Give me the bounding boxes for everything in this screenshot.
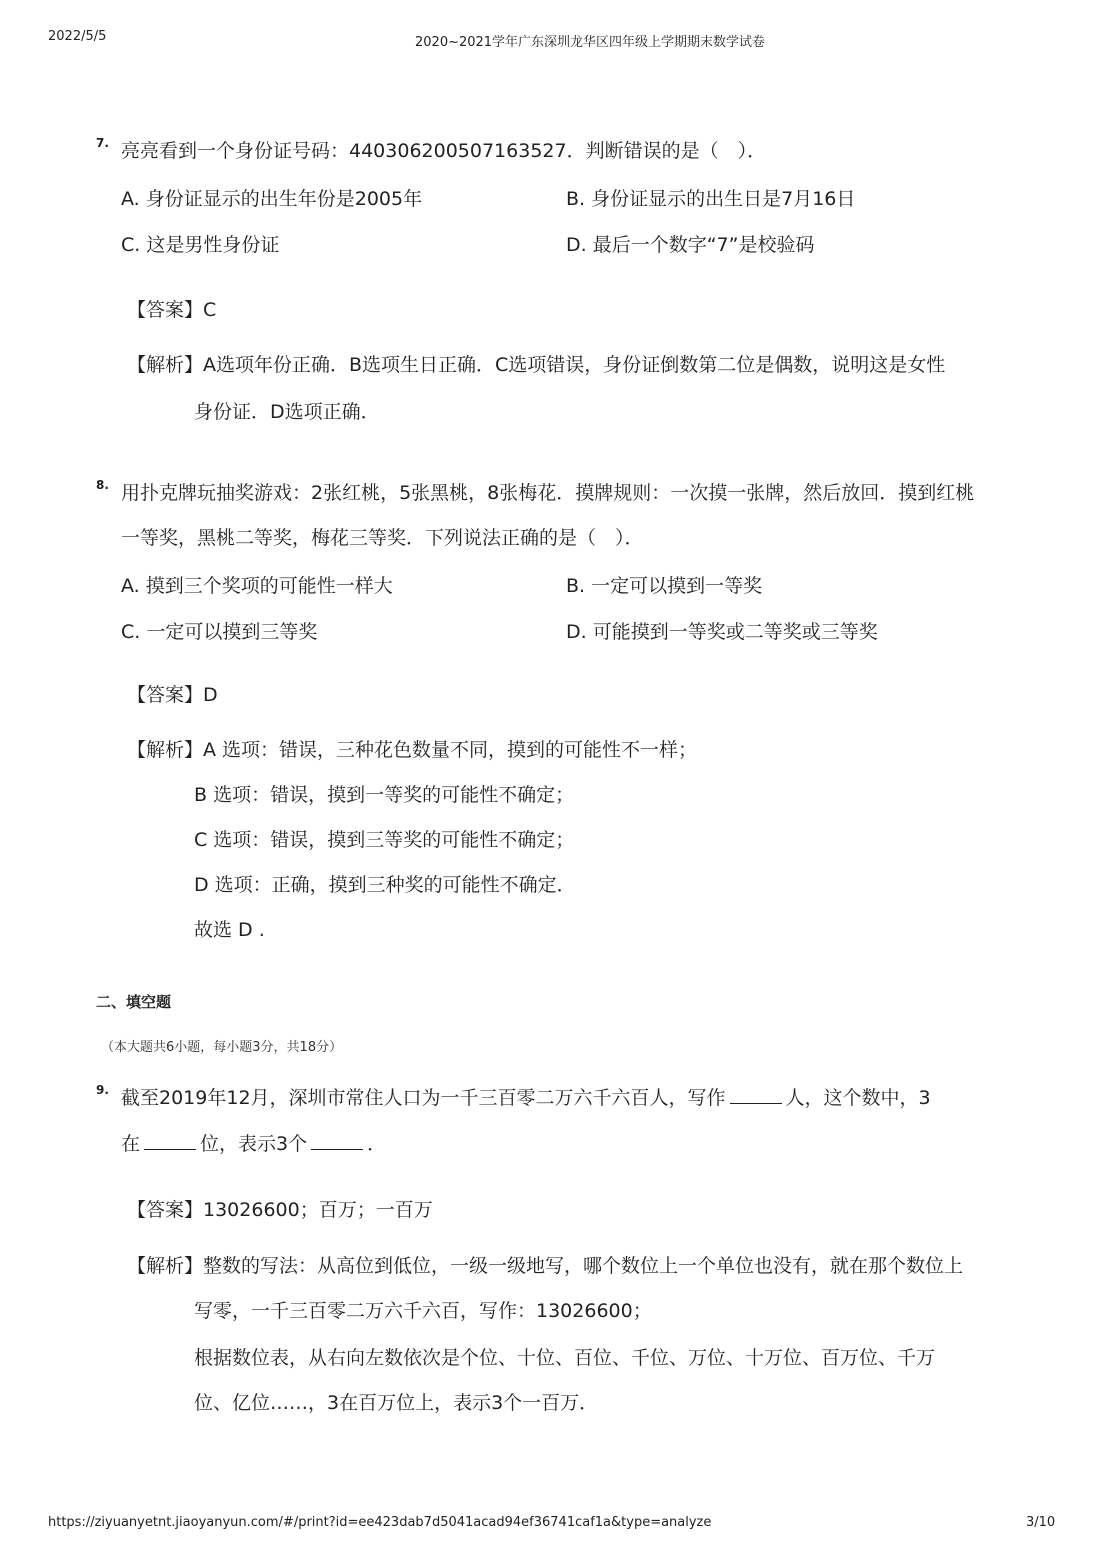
answer: 【答案】13026600；百万；一百万 [127,1199,433,1221]
analysis-line: 位、亿位……，3在百万位上，表示3个一百万． [194,1392,599,1414]
analysis-line: 【解析】A选项年份正确．B选项生日正确．C选项错误，身份证倒数第二位是偶数，说明这是女性 [127,354,946,376]
analysis-line: C 选项：错误，摸到三等奖的可能性不确定； [194,829,575,851]
analysis-line: B 选项：错误，摸到一等奖的可能性不确定； [194,784,575,806]
question-number: 8. [96,478,109,492]
question-stem [121,1131,386,1156]
answer-blank[interactable] [730,1085,782,1104]
question-number: 9. [96,1083,109,1097]
analysis-line: 身份证．D选项正确． [194,401,380,423]
stem-text: ． [367,1133,387,1155]
question-stem: 用扑克牌玩抽奖游戏：2张红桃，5张黑桃，8张梅花．摸牌规则：一次摸一张牌，然后放回．摸到红桃 [121,482,975,504]
analysis-line: 【解析】A 选项：错误，三种花色数量不同，摸到的可能性不一样； [127,739,698,761]
analysis-line: 故选 D . [194,919,265,941]
question-stem [121,1085,931,1110]
answer: 【答案】C [127,299,217,321]
analysis-line: 根据数位表，从右向左数依次是个位、十位、百位、千位、万位、十万位、百万位、千万 [194,1347,936,1369]
stem-text: 在 [121,1133,141,1155]
option-c: C. 这是男性身份证 [121,234,280,256]
option-b: B. 身份证显示的出生日是7月16日 [566,188,856,210]
stem-text: 截至2019年12月，深圳市常住人口为一千三百零二万六千六百人，写作 [121,1087,726,1109]
option-a: A. 摸到三个奖项的可能性一样大 [121,575,393,597]
stem-text: 位，表示3个 [200,1133,308,1155]
footer-url[interactable]: https://ziyuanyetnt.jiaoyanyun.com/#/print?id=ee423dab7d5041acad94ef36741caf1a&type=analyze [48,1515,712,1530]
option-c: C. 一定可以摸到三等奖 [121,621,318,643]
stem-text: 人，这个数中，3 [785,1087,931,1109]
question-stem: 亮亮看到一个身份证号码：440306200507163527．判断错误的是（ ）． [121,140,767,162]
header-date: 2022/5/5 [48,29,107,44]
option-d: D. 最后一个数字“7”是校验码 [566,234,815,256]
question-number: 7. [96,136,109,150]
question-stem: 一等奖，黑桃二等奖，梅花三等奖．下列说法正确的是（ ）． [121,527,644,549]
analysis-line: 【解析】整数的写法：从高位到低位，一级一级地写，哪个数位上一个单位也没有，就在那个数位上 [127,1255,964,1277]
option-a: A. 身份证显示的出生年份是2005年 [121,188,423,210]
section-title: 二、填空题 [96,993,172,1011]
header-title: 2020~2021学年广东深圳龙华区四年级上学期期末数学试卷 [415,35,766,50]
analysis-line: 写零，一千三百零二万六千六百，写作：13026600； [194,1300,652,1322]
page-number: 3/10 [1026,1515,1056,1530]
option-d: D. 可能摸到一等奖或二等奖或三等奖 [566,621,878,643]
option-b: B. 一定可以摸到一等奖 [566,575,763,597]
analysis-line: D 选项：正确，摸到三种奖的可能性不确定． [194,874,576,896]
section-note: （本大题共6小题，每小题3分，共18分） [101,1040,343,1055]
answer-blank[interactable] [144,1131,196,1150]
answer-blank[interactable] [311,1131,363,1150]
answer: 【答案】D [127,684,218,706]
